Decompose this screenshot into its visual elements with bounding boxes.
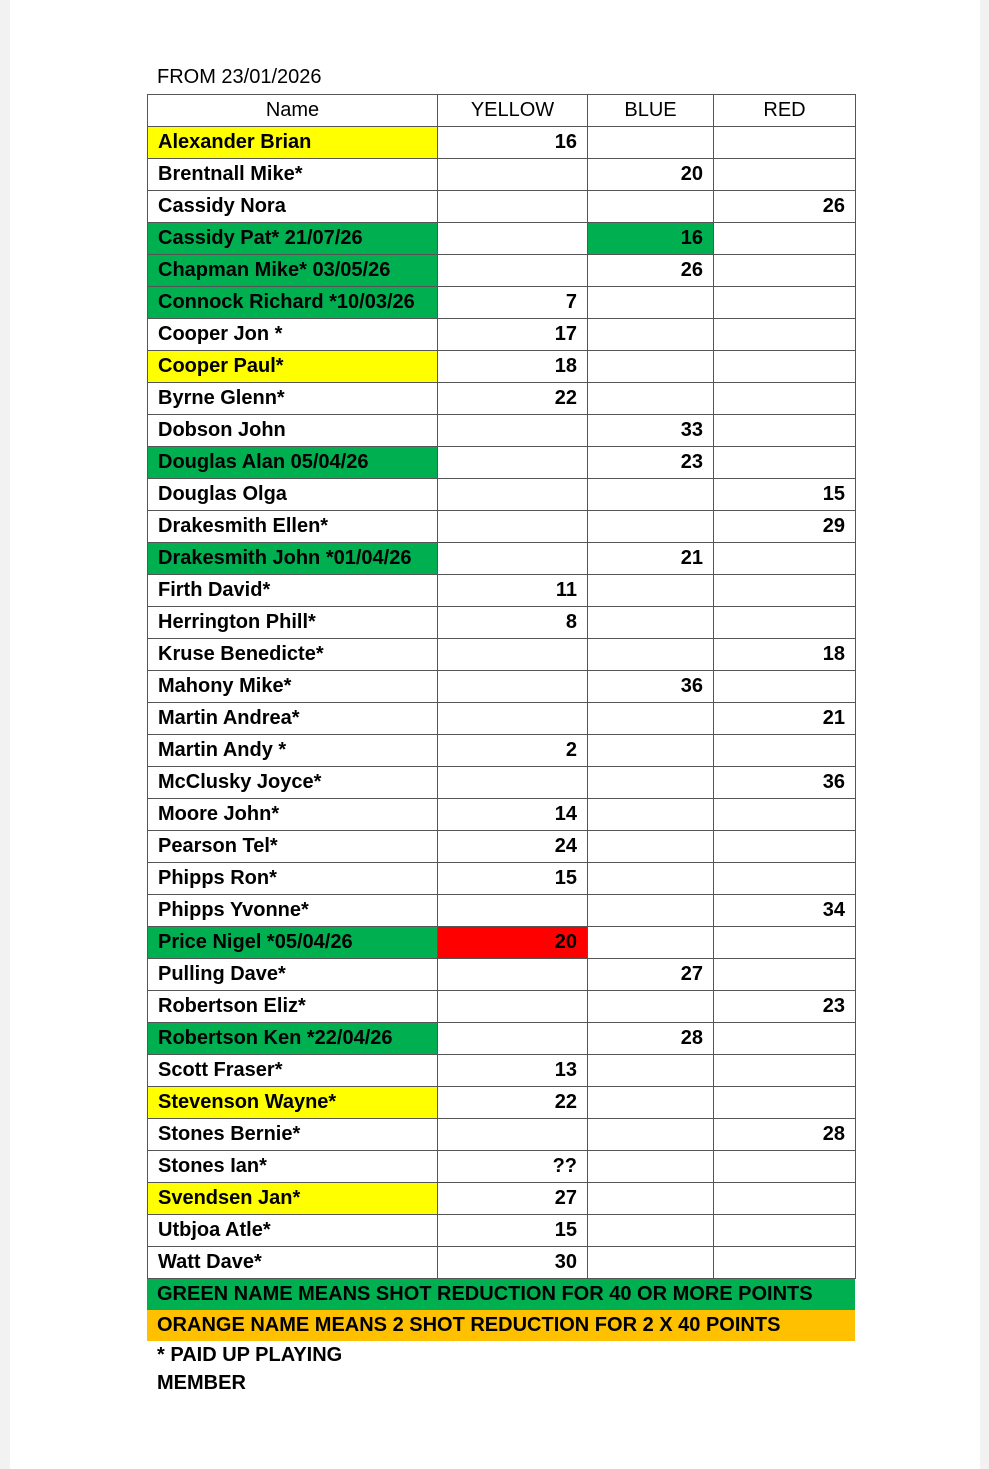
table-row [148, 959, 856, 991]
blue-handicap-cell [588, 319, 714, 351]
blue-handicap-cell: 33 [588, 415, 714, 447]
red-handicap-cell [714, 735, 856, 767]
blue-handicap-cell: 20 [588, 159, 714, 191]
player-name-cell: Douglas Olga [148, 479, 438, 511]
table-row [148, 543, 856, 575]
player-name-cell: Robertson Ken *22/04/26 [148, 1023, 438, 1055]
blue-handicap-cell [588, 351, 714, 383]
player-name-cell: Cooper Paul* [148, 351, 438, 383]
yellow-handicap-cell: 22 [438, 383, 588, 415]
red-handicap-cell [714, 255, 856, 287]
player-name-cell: Utbjoa Atle* [148, 1215, 438, 1247]
handicap-table [147, 94, 856, 1279]
blue-handicap-cell [588, 287, 714, 319]
blue-handicap-cell [588, 735, 714, 767]
header-blue: BLUE [588, 95, 714, 127]
yellow-handicap-cell [438, 895, 588, 927]
table-body [148, 127, 856, 1279]
player-name-cell: Stones Bernie* [148, 1119, 438, 1151]
table-row [148, 575, 856, 607]
red-handicap-cell [714, 1183, 856, 1215]
blue-handicap-cell [588, 831, 714, 863]
red-handicap-cell [714, 1055, 856, 1087]
yellow-handicap-cell [438, 1023, 588, 1055]
yellow-handicap-cell [438, 447, 588, 479]
blue-handicap-cell [588, 863, 714, 895]
red-handicap-cell [714, 383, 856, 415]
player-name-cell: Cooper Jon * [148, 319, 438, 351]
blue-handicap-cell: 28 [588, 1023, 714, 1055]
table-row [148, 1087, 856, 1119]
yellow-handicap-cell [438, 703, 588, 735]
red-handicap-cell [714, 671, 856, 703]
table-row [148, 1119, 856, 1151]
red-handicap-cell: 36 [714, 767, 856, 799]
red-handicap-cell [714, 543, 856, 575]
yellow-handicap-cell: 13 [438, 1055, 588, 1087]
player-name-cell: Price Nigel *05/04/26 [148, 927, 438, 959]
blue-handicap-cell [588, 575, 714, 607]
player-name-cell: Herrington Phill* [148, 607, 438, 639]
yellow-handicap-cell: 8 [438, 607, 588, 639]
player-name-cell: Stones Ian* [148, 1151, 438, 1183]
table-row [148, 639, 856, 671]
player-name-cell: Martin Andrea* [148, 703, 438, 735]
table-row [148, 1183, 856, 1215]
yellow-handicap-cell: 27 [438, 1183, 588, 1215]
red-handicap-cell [714, 831, 856, 863]
legend-orange: ORANGE NAME MEANS 2 SHOT REDUCTION FOR 2 X 40 POINTS [147, 1310, 855, 1341]
red-handicap-cell [714, 1087, 856, 1119]
yellow-handicap-cell: 11 [438, 575, 588, 607]
table-row [148, 831, 856, 863]
yellow-handicap-cell: ?? [438, 1151, 588, 1183]
red-handicap-cell: 29 [714, 511, 856, 543]
player-name-cell: Phipps Yvonne* [148, 895, 438, 927]
player-name-cell: Firth David* [148, 575, 438, 607]
table-row [148, 671, 856, 703]
yellow-handicap-cell [438, 991, 588, 1023]
blue-handicap-cell: 27 [588, 959, 714, 991]
player-name-cell: Drakesmith Ellen* [148, 511, 438, 543]
table-row [148, 479, 856, 511]
player-name-cell: Pearson Tel* [148, 831, 438, 863]
player-name-cell: Phipps Ron* [148, 863, 438, 895]
player-name-cell: Connock Richard *10/03/26 [148, 287, 438, 319]
table-row [148, 255, 856, 287]
player-name-cell: Moore John* [148, 799, 438, 831]
table-row [148, 799, 856, 831]
player-name-cell: Alexander Brian [148, 127, 438, 159]
blue-handicap-cell [588, 1087, 714, 1119]
red-handicap-cell: 21 [714, 703, 856, 735]
player-name-cell: Drakesmith John *01/04/26 [148, 543, 438, 575]
yellow-handicap-cell [438, 191, 588, 223]
table-row [148, 927, 856, 959]
yellow-handicap-cell [438, 543, 588, 575]
blue-handicap-cell [588, 1119, 714, 1151]
yellow-handicap-cell [438, 415, 588, 447]
player-name-cell: Cassidy Nora [148, 191, 438, 223]
legend-green: GREEN NAME MEANS SHOT REDUCTION FOR 40 OR MORE POINTS [147, 1279, 855, 1310]
yellow-handicap-cell [438, 223, 588, 255]
player-name-cell: Brentnall Mike* [148, 159, 438, 191]
red-handicap-cell [714, 575, 856, 607]
table-row [148, 287, 856, 319]
blue-handicap-cell [588, 703, 714, 735]
table-row [148, 511, 856, 543]
table-row [148, 447, 856, 479]
blue-handicap-cell [588, 1215, 714, 1247]
red-handicap-cell [714, 1215, 856, 1247]
table-row [148, 319, 856, 351]
blue-handicap-cell: 26 [588, 255, 714, 287]
table-row [148, 159, 856, 191]
header-name: Name [148, 95, 438, 127]
blue-handicap-cell [588, 479, 714, 511]
red-handicap-cell: 18 [714, 639, 856, 671]
blue-handicap-cell [588, 127, 714, 159]
yellow-handicap-cell: 15 [438, 863, 588, 895]
red-handicap-cell [714, 927, 856, 959]
table-row [148, 895, 856, 927]
yellow-handicap-cell [438, 671, 588, 703]
red-handicap-cell: 34 [714, 895, 856, 927]
red-handicap-cell [714, 127, 856, 159]
player-name-cell: Watt Dave* [148, 1247, 438, 1279]
blue-handicap-cell [588, 895, 714, 927]
red-handicap-cell [714, 159, 856, 191]
yellow-handicap-cell: 2 [438, 735, 588, 767]
red-handicap-cell: 23 [714, 991, 856, 1023]
player-name-cell: Scott Fraser* [148, 1055, 438, 1087]
blue-handicap-cell: 21 [588, 543, 714, 575]
header-row [148, 95, 856, 127]
red-handicap-cell [714, 607, 856, 639]
blue-handicap-cell [588, 991, 714, 1023]
table-row [148, 1247, 856, 1279]
table-row [148, 191, 856, 223]
from-date-heading: FROM 23/01/2026 [157, 66, 322, 88]
yellow-handicap-cell: 17 [438, 319, 588, 351]
red-handicap-cell [714, 863, 856, 895]
header-red: RED [714, 95, 856, 127]
red-handicap-cell: 28 [714, 1119, 856, 1151]
table-row [148, 767, 856, 799]
table-row [148, 127, 856, 159]
red-handicap-cell [714, 223, 856, 255]
player-name-cell: Dobson John [148, 415, 438, 447]
red-handicap-cell: 26 [714, 191, 856, 223]
yellow-handicap-cell [438, 1119, 588, 1151]
player-name-cell: Byrne Glenn* [148, 383, 438, 415]
yellow-handicap-cell: 15 [438, 1215, 588, 1247]
yellow-handicap-cell: 14 [438, 799, 588, 831]
table-row [148, 1055, 856, 1087]
footnote-line-2: MEMBER [157, 1372, 246, 1394]
table-row [148, 863, 856, 895]
yellow-handicap-cell [438, 479, 588, 511]
red-handicap-cell [714, 415, 856, 447]
blue-handicap-cell [588, 191, 714, 223]
red-handicap-cell [714, 1023, 856, 1055]
blue-handicap-cell [588, 1247, 714, 1279]
yellow-handicap-cell [438, 959, 588, 991]
yellow-handicap-cell: 22 [438, 1087, 588, 1119]
blue-handicap-cell [588, 607, 714, 639]
player-name-cell: Cassidy Pat* 21/07/26 [148, 223, 438, 255]
player-name-cell: Stevenson Wayne* [148, 1087, 438, 1119]
table-row [148, 991, 856, 1023]
yellow-handicap-cell: 24 [438, 831, 588, 863]
blue-handicap-cell [588, 511, 714, 543]
table-row [148, 415, 856, 447]
player-name-cell: Chapman Mike* 03/05/26 [148, 255, 438, 287]
yellow-handicap-cell [438, 639, 588, 671]
red-handicap-cell: 15 [714, 479, 856, 511]
red-handicap-cell [714, 287, 856, 319]
player-name-cell: Svendsen Jan* [148, 1183, 438, 1215]
header-yellow: YELLOW [438, 95, 588, 127]
red-handicap-cell [714, 1151, 856, 1183]
table-row [148, 735, 856, 767]
table-row [148, 607, 856, 639]
yellow-handicap-cell [438, 767, 588, 799]
blue-handicap-cell: 36 [588, 671, 714, 703]
table-row [148, 1023, 856, 1055]
footnote-line-1: * PAID UP PLAYING [157, 1344, 343, 1366]
player-name-cell: Robertson Eliz* [148, 991, 438, 1023]
blue-handicap-cell [588, 1055, 714, 1087]
table-row [148, 1215, 856, 1247]
blue-handicap-cell: 16 [588, 223, 714, 255]
table-row [148, 383, 856, 415]
blue-handicap-cell [588, 767, 714, 799]
yellow-handicap-cell: 30 [438, 1247, 588, 1279]
yellow-handicap-cell: 7 [438, 287, 588, 319]
red-handicap-cell [714, 351, 856, 383]
player-name-cell: Kruse Benedicte* [148, 639, 438, 671]
yellow-handicap-cell [438, 255, 588, 287]
yellow-handicap-cell [438, 159, 588, 191]
blue-handicap-cell [588, 639, 714, 671]
player-name-cell: Martin Andy * [148, 735, 438, 767]
table-row [148, 223, 856, 255]
blue-handicap-cell [588, 1183, 714, 1215]
red-handicap-cell [714, 319, 856, 351]
player-name-cell: Mahony Mike* [148, 671, 438, 703]
blue-handicap-cell [588, 927, 714, 959]
player-name-cell: Pulling Dave* [148, 959, 438, 991]
table-row [148, 1151, 856, 1183]
blue-handicap-cell [588, 799, 714, 831]
table-row [148, 351, 856, 383]
yellow-handicap-cell: 20 [438, 927, 588, 959]
red-handicap-cell [714, 447, 856, 479]
yellow-handicap-cell: 16 [438, 127, 588, 159]
red-handicap-cell [714, 959, 856, 991]
footnote [157, 1341, 367, 1397]
blue-handicap-cell: 23 [588, 447, 714, 479]
red-handicap-cell [714, 799, 856, 831]
red-handicap-cell [714, 1247, 856, 1279]
blue-handicap-cell [588, 383, 714, 415]
player-name-cell: McClusky Joyce* [148, 767, 438, 799]
table-row [148, 703, 856, 735]
yellow-handicap-cell [438, 511, 588, 543]
player-name-cell: Douglas Alan 05/04/26 [148, 447, 438, 479]
yellow-handicap-cell: 18 [438, 351, 588, 383]
blue-handicap-cell [588, 1151, 714, 1183]
